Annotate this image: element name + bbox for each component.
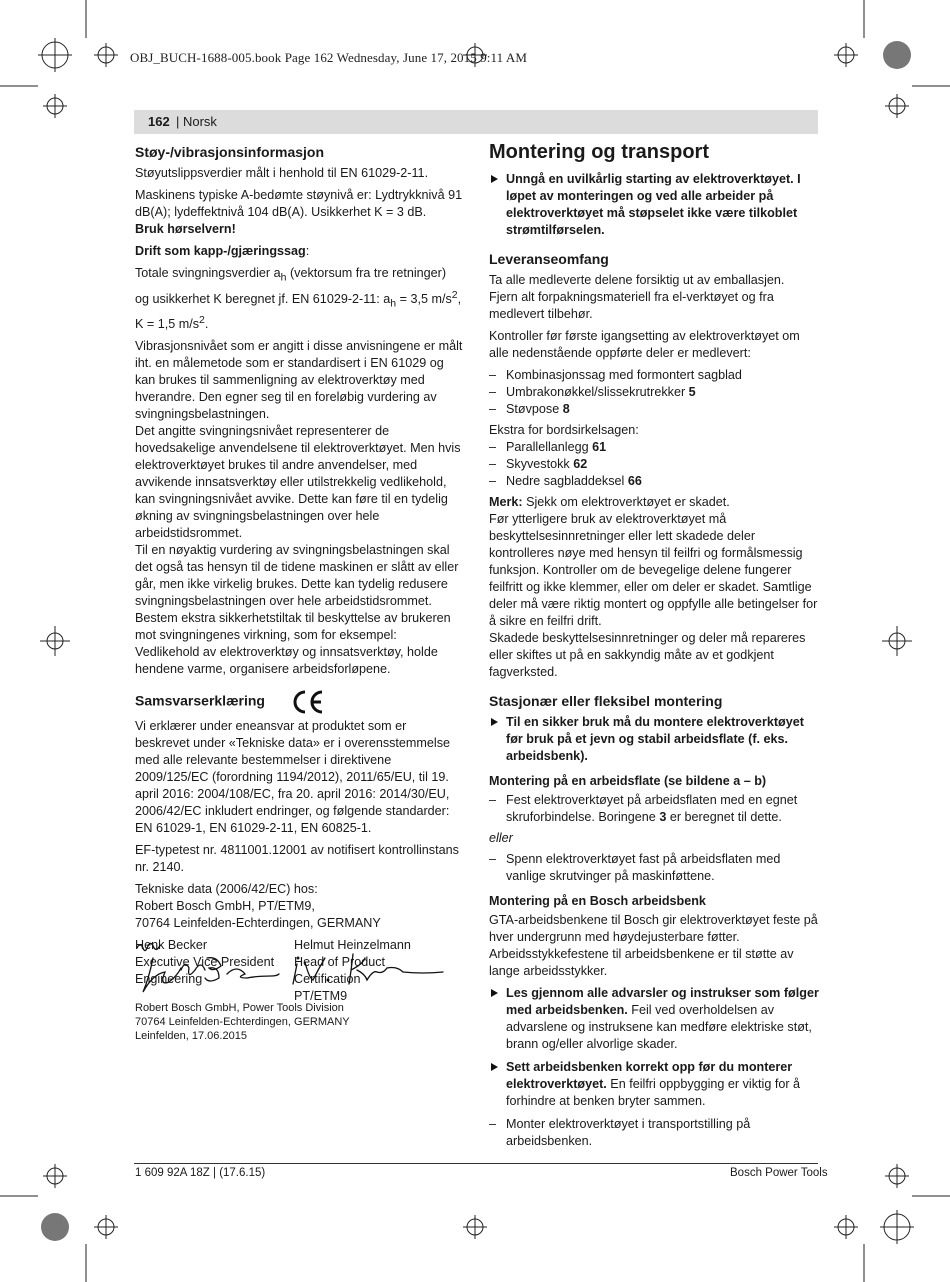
vibration-para-4: Til en nøyaktig vurdering av svingningsbelastningen skal det også tas hensyn til de tidene maskinen er slått av eller går, men ikke virkelig brukes. Dette kan tydelig redusere svingningsbelastningen over hele arbeidstidsrommet. <box>135 543 459 609</box>
warning-item: Sett arbeidsbenken korrekt opp før du monterer elektroverktøyet. En feilfri oppbygging er viktig for å forhindre at benken bryter sammen. <box>489 1059 819 1110</box>
note-para: Merk: Sjekk om elektroverktøyet er skadet. <box>489 495 730 509</box>
signatory-1: Henk Becker Executive Vice President Engineering <box>135 938 275 987</box>
signature-address: Robert Bosch GmbH, Power Tools Division 70764 Leinfelden-Echterdingen, GERMANY Leinfelden, 17.06.2015 <box>135 1002 350 1042</box>
conformity-heading: Samsvarserklæring <box>135 690 463 714</box>
page-number: 162 <box>148 114 170 129</box>
right-column <box>489 141 819 1150</box>
mount-bench-heading: Montering på en Bosch arbeidsbenk <box>489 894 706 908</box>
warning-item: Les gjennom alle advarsler og instrukser som følger med arbeidsbenken. Feil ved overholdelsen av advarslene og instruksene kan medføre elektriske støt, brann og/eller alvorlige skader. <box>489 985 819 1053</box>
or-text: eller <box>489 831 513 845</box>
extra-label: Ekstra for bordsirkelsagen: <box>489 423 639 437</box>
vibration-para-1: Totale svingningsverdier $a_h$ (vektorsum fra tre retninger) og usikkerhet K beregnet jf. EN 61029-2-11: $a_h = 3,5$ $m/s^2$, K = 1,5 $m/s^2$. <box>135 266 462 332</box>
list-item: – Nedre sagbladdeksel 66 <box>489 474 642 488</box>
list-item: – Umbrakonøkkel/slissekrutrekker 5 <box>489 385 696 399</box>
warning-item: Til en sikker bruk må du montere elektroverktøyet før bruk på et jevn og stabil arbeidsflate (f. eks. arbeidsbenk). <box>489 714 819 765</box>
noise-heading: Støy-/vibrasjonsinformasjon <box>135 144 325 160</box>
list-item: – Monter elektroverktøyet i transportstilling på arbeidsbenken. <box>489 1117 751 1148</box>
warning-item: Unngå en uvilkårlig starting av elektroverktøyet. I løpet av monteringen og ved alle arbeider på elektroverktøyet må støpselet ikke være tilkoblet strømtilførselen. <box>489 171 819 239</box>
conformity-para-2: EF-typetest nr. 4811001.12001 av notifisert kontrollinstans nr. 2140. <box>135 843 459 875</box>
delivery-para-2: Fjern alt forpakningsmateriell fra el-verktøyet og fra medlevert tilbehør. <box>489 290 774 321</box>
delivery-heading: Leveranseomfang <box>489 251 609 267</box>
extra-list <box>489 439 819 490</box>
mount-bench-para: GTA-arbeidsbenkene til Bosch gir elektroverktøyet feste på hver undergrunn med høydejusterbare føtter. Arbeidsstykkefestene til arbeidsbenkene er til støtte av lange arbeidsstykker. <box>489 913 818 978</box>
conformity-para-1: Vi erklærer under eneansvar at produktet som er beskrevet under «Tekniske data» er i overensstemmelse med alle relevante bestemmelser i direktivene 2009/125/EC (forordning 1194/2012), 2011/65/EU, til 19. april 2016: 2004/108/EC, fra 20. april 2016: 2014/30/EU, 2006/42/EC inkludert endringer, og følgende standarder: EN 61029-1, EN 61029-2-11, EN 60825-1. <box>135 719 451 836</box>
arrow-bullet-icon <box>491 718 498 726</box>
print-slug: OBJ_BUCH-1688-005.book Page 162 Wednesday, June 17, 2015 9:11 AM <box>130 50 528 65</box>
delivery-para-3: Kontroller før første igangsetting av elektroverktøyet om alle nedenstående oppførte deler er medlevert: <box>489 329 800 360</box>
noise-para-1: Støyutslippsverdier målt i henhold til EN 61029-2-11. <box>135 166 429 180</box>
mount-surface-heading: Montering på en arbeidsflate (se bildene a – b) <box>489 774 767 788</box>
footer-rule <box>134 1163 818 1164</box>
check-para: Før ytterligere bruk av elektroverktøyet må beskyttelsesinnretninger eller lett skadede deler kontrolleres nøye med hensyn til feilfri og formålsmessig funksjon. Kontroller om de bevegelige delene fungerer feilfritt og ikke klemmer, eller om deler er skadet. Samtlige deler må være riktig montert og oppfylle alle betingelser for å sikre en feilfri drift. <box>489 512 818 628</box>
drift-label: Drift som kapp-/gjæringssag: <box>135 244 310 258</box>
handwritten-signatures <box>135 940 455 1000</box>
noise-para-2: Maskinens typiske A-bedømte støynivå er: Lydtrykknivå 91 dB(A); lydeffektnivå 104 dB(A). Usikkerhet K = 3 dB. Bruk hørselvern! <box>135 188 463 236</box>
page-header-bar <box>134 110 818 134</box>
list-item: – Støvpose 8 <box>489 402 570 416</box>
list-item: – Spenn elektroverktøyet fast på arbeidsflaten med vanlige skrutvinger på maskinføttene. <box>489 852 781 883</box>
vibration-para-2: Vibrasjonsnivået som er angitt i disse anvisningene er målt iht. en målemetode som er standardisert i EN 61029 og kan brukes til sammenligning av elektroverktøy med hverandre. Den egner seg til en foreløbig vurdering av svingningsbelastningen. <box>135 339 463 422</box>
delivery-para-1: Ta alle medleverte delene forsiktig ut av emballasjen. <box>489 273 785 287</box>
footer-doc-number: 1 609 92A 18Z | (17.6.15) <box>135 1167 266 1179</box>
vibration-para-5: Bestem ekstra sikkerhetstiltak til beskyttelse av brukeren mot svingningenes virkning, som for eksempel: Vedlikehold av elektroverktøy og innsatsverktøy, holde hendene varme, organisere arbeidsforløpene. <box>135 611 451 677</box>
list-item: – Parallellanlegg 61 <box>489 440 607 454</box>
arrow-bullet-icon <box>491 1063 498 1071</box>
mounting-heading: Stasjonær eller fleksibel montering <box>489 693 723 709</box>
page-language: | Norsk <box>176 114 217 129</box>
left-column <box>135 144 463 1005</box>
footer-brand: Bosch Power Tools <box>730 1167 828 1179</box>
delivery-list <box>489 367 819 418</box>
conformity-para-3: Tekniske data (2006/42/EC) hos: Robert Bosch GmbH, PT/ETM9, 70764 Leinfelden-Echterdingen, GERMANY <box>135 882 381 931</box>
signatory-2: Helmut Heinzelmann Head of Product Certification PT/ETM9 <box>294 938 411 1004</box>
check-para-2: Skadede beskyttelsesinnretninger og deler må repareres eller skiftes ut på en sakkyndig måte av et godkjent fagverksted. <box>489 631 806 679</box>
arrow-bullet-icon <box>491 175 498 183</box>
list-item: – Fest elektroverktøyet på arbeidsflaten med en egnet skruforbindelse. Boringene 3 er beregnet til dette. <box>489 793 798 824</box>
list-item: – Skyvestokk 62 <box>489 457 588 471</box>
arrow-bullet-icon <box>491 989 498 997</box>
list-item: – Kombinasjonssag med formontert sagblad <box>489 368 742 382</box>
main-section-title: Montering og transport <box>489 141 709 163</box>
vibration-para-3: Det angitte svingningsnivået representerer de hovedsakelige anvendelsene til elektroverktøyet. Men hvis elektroverktøyet brukes til andre anvendelser, med avvikende innsatsverktøy eller utilstrekkelig vedlikehold, kan svingningsnivået avvike. Dette kan føre til en tydelig økning av svingningsbelastningen over hele arbeidstidsrommet. <box>135 424 461 541</box>
ce-mark-icon <box>291 690 325 714</box>
